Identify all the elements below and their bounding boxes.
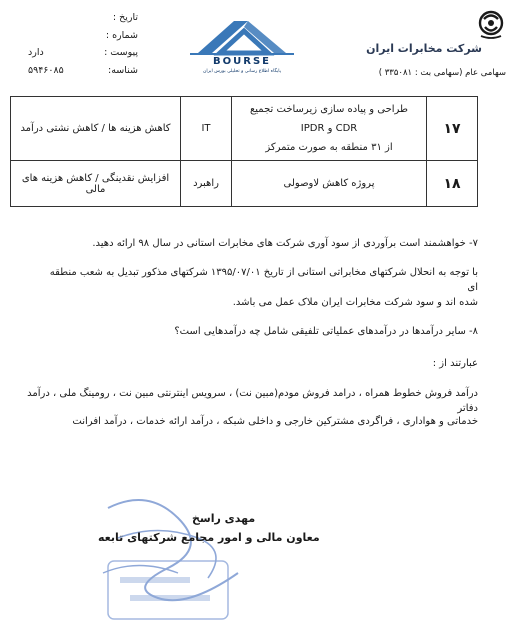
row-description-line: از ۳۱ منطقه به صورت متمرکز [265,142,393,153]
row-number: ۱۷ [427,97,478,161]
table-row [11,161,478,207]
bourse-logo [182,17,302,73]
row-description [232,97,427,161]
meta-number-row [28,27,138,45]
bourse-mark-icon [182,17,302,73]
answer-8-intro: عبارتند از : [432,358,478,369]
meta-attachment-label: پیوست : [104,47,138,58]
row-unit: IT [181,97,232,161]
row-result: افزایش نقدینگی / کاهش هزینه های مالی [11,161,181,207]
answer-8-line-2: خدماتی و هواداری ، فراگردی مشترکین خارجی و داخلی شبکه ، درآمد ارائه خدمات ، درآمد افرانت [72,416,478,427]
answer-7-line-1: با توجه به انحلال شرکتهای مخابراتی استانی از تاریخ ۱۳۹۵/۰۷/۰۱ شرکتهای مذکور تبدیل به شعب منطقه ای [49,267,478,293]
answer-8-line-1: درآمد فروش خطوط همراه ، درامد فروش مودم(مبین نت) ، سرویس اینترنتی مبین نت ، رومینگ ملی ، درآمد دفاتر [27,388,478,414]
meta-attachment-row [28,44,138,62]
answer-7-line-2: شده اند و سود شرکت مخابرات ایران ملاک عمل می باشد. [232,297,478,308]
meta-attachment-value: دارد [28,47,44,58]
bourse-logo-text: BOURSE [213,56,271,67]
question-8: ۸- سایر درآمدها در درآمدهای عملیاتی تلفیقی شامل چه درآمدهایی است؟ [174,326,478,337]
company-emblem-icon [478,10,504,40]
company-name: شرکت مخابرات ایران [366,42,482,55]
company-subtitle: سهامی عام (سهامی ‌بت : ۳۳۵۰۸۱ ) [378,68,506,78]
meta-id-row [28,62,138,80]
bourse-logo-subtitle: پایگاه اطلاع رسانی و تحلیلی بورس ایران [203,69,281,73]
signatory-name: مهدی راسخ [192,512,256,525]
row-result: کاهش هزینه ها / کاهش نشتی درآمد [11,97,181,161]
letter-meta [28,9,138,79]
meta-id-label: شناسه: [108,64,138,76]
official-stamp-icon [100,555,250,625]
row-unit: راهبرد [181,161,232,207]
row-description-line: طراحی و پیاده سازی زیرساخت تجمیع CDR و IPDR [249,104,409,134]
meta-id-value: ۵۹۴۶۰۸۵ [28,64,64,76]
projects-table [10,96,478,207]
question-7: ۷- خواهشمند است برآوردی از سود آوری شرکت های مخابرات استانی در سال ۹۸ ارائه دهید. [92,238,478,249]
company-logo [366,8,510,78]
row-description [232,161,427,207]
signatory-title: معاون مالی و امور مجامع شرکتهای تابعه [98,531,320,544]
table-row [11,97,478,161]
meta-date-row [28,9,138,27]
meta-number-label: شماره : [105,29,138,41]
meta-date-label: تاریخ : [112,12,138,23]
row-description-line: پروژه کاهش لاوصولی [283,178,375,189]
row-number: ۱۸ [427,161,478,207]
